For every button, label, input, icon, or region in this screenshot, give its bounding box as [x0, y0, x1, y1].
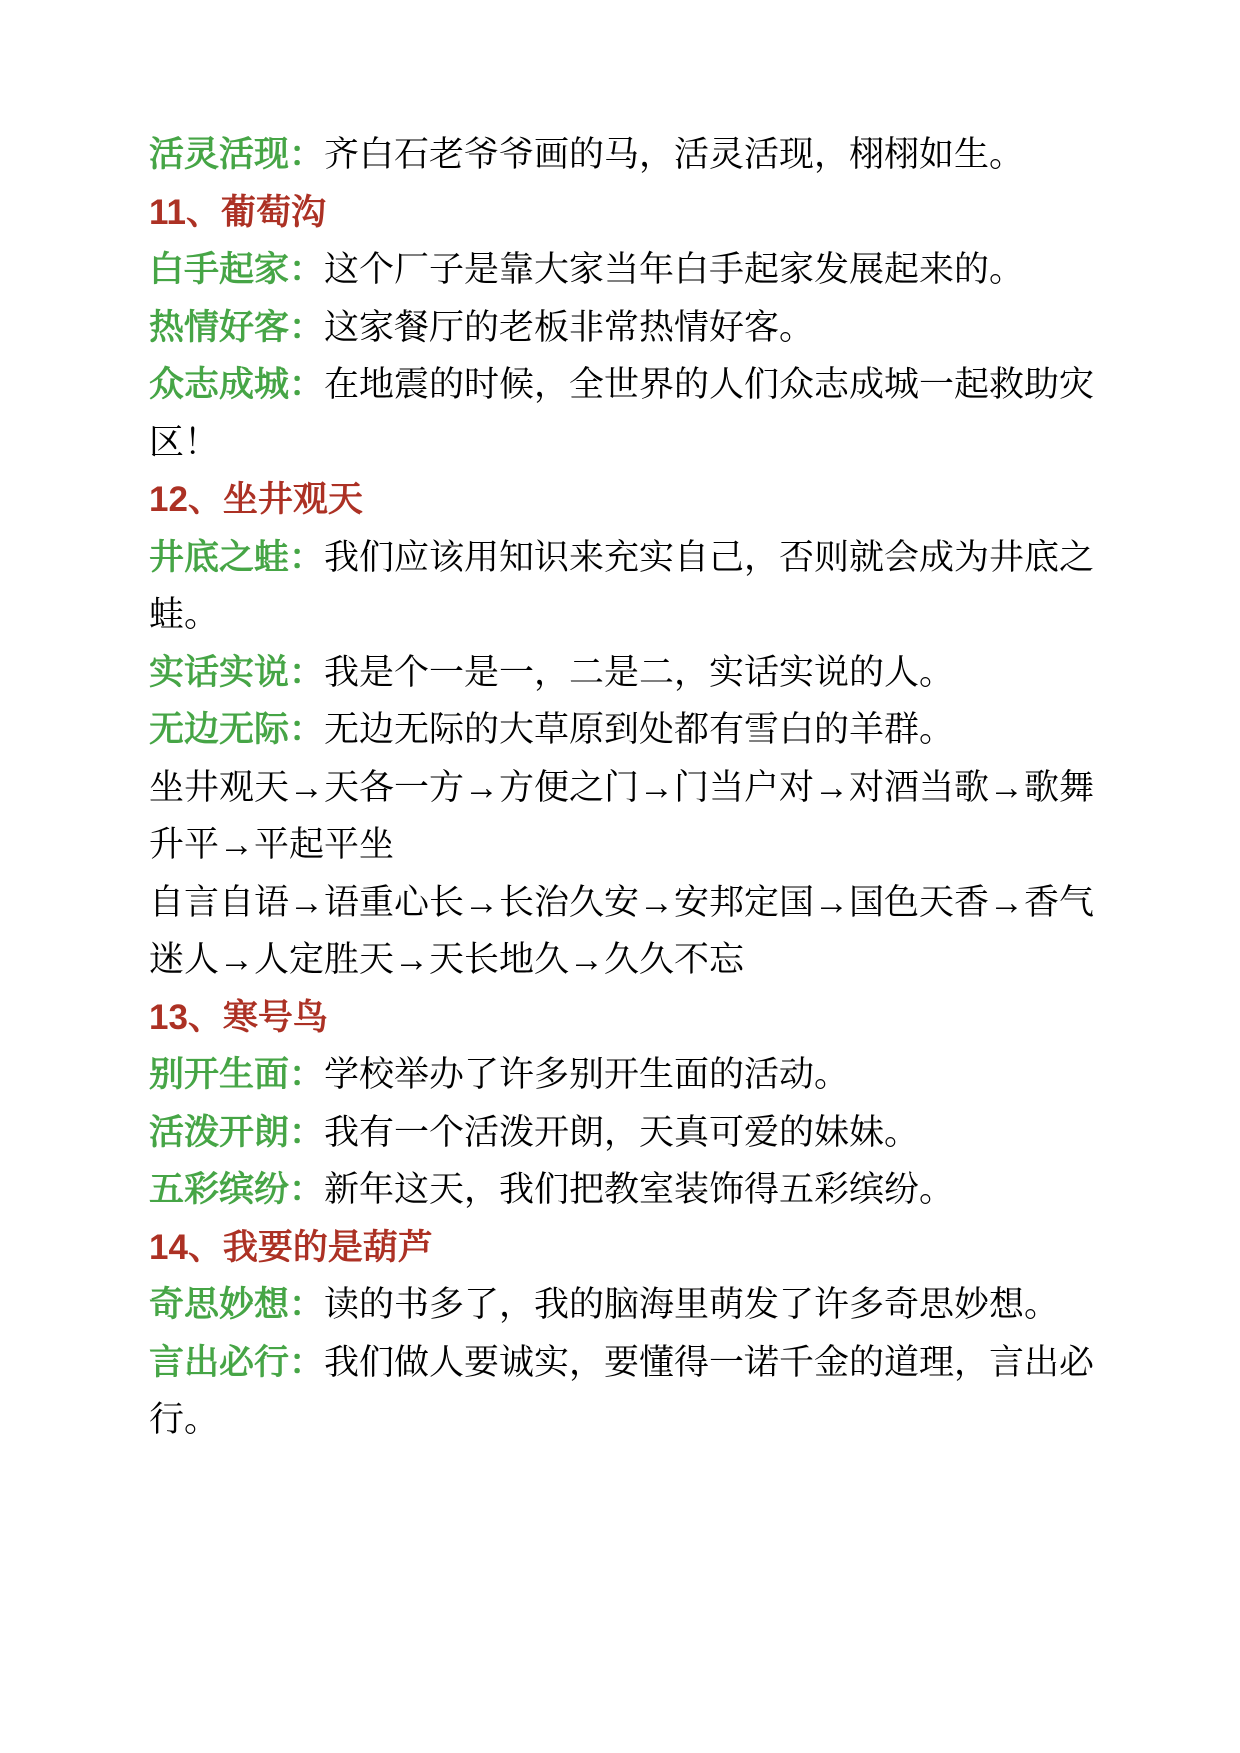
idiom-term: 井底之蛙：	[149, 537, 325, 577]
idiom-term: 活泼开朗：	[149, 1112, 325, 1152]
idiom-term: 白手起家：	[149, 250, 325, 289]
idiom-entry	[149, 1334, 1099, 1449]
idiom-entry	[149, 529, 1099, 644]
example-sentence: 读的书多了，我的脑海里萌发了许多奇思妙想。	[324, 1285, 1060, 1324]
idiom-entry	[149, 1161, 1099, 1219]
idiom-term: 别开生面：	[149, 1055, 325, 1094]
idiom-entry	[149, 644, 1099, 702]
idiom-term: 奇思妙想：	[149, 1285, 325, 1324]
example-sentence: 我们应该用知识来充实自己，否则就会成为井底之蛙。	[149, 537, 1095, 634]
example-sentence: 我有一个活泼开朗，天真可爱的妹妹。	[324, 1112, 920, 1152]
idiom-entry	[149, 1046, 1099, 1104]
example-sentence: 这个厂子是靠大家当年白手起家发展起来的。	[324, 250, 1025, 289]
example-sentence: 这家餐厅的老板非常热情好客。	[324, 307, 815, 347]
idiom-term: 言出必行：	[149, 1342, 325, 1382]
example-sentence: 新年这天，我们把教室装饰得五彩缤纷。	[324, 1170, 955, 1209]
idiom-term: 实话实说：	[149, 652, 325, 692]
section-heading: 12、坐井观天	[149, 480, 363, 519]
idiom-entry	[149, 356, 1099, 471]
idiom-term: 众志成城：	[149, 365, 325, 404]
section-heading: 11、葡萄沟	[149, 192, 326, 232]
idiom-term: 活灵活现：	[149, 135, 325, 174]
example-sentence: 我们做人要诚实，要懂得一诺千金的道理，言出必行。	[149, 1342, 1095, 1439]
idiom-entry	[149, 126, 1099, 184]
idiom-chain: 自言自语→语重心长→长治久安→安邦定国→国色天香→香气迷人→人定胜天→天长地久→久久不忘	[149, 882, 1095, 979]
example-sentence: 我是个一是一，二是二，实话实说的人。	[324, 652, 955, 692]
example-sentence: 齐白石老爷爷画的马，活灵活现，栩栩如生。	[324, 135, 1025, 174]
idiom-entry	[149, 1104, 1099, 1162]
idiom-term: 五彩缤纷：	[149, 1170, 325, 1209]
idiom-term: 无边无际：	[149, 710, 325, 749]
idiom-entry	[149, 241, 1099, 299]
idiom-term: 热情好客：	[149, 307, 325, 347]
idiom-entry	[149, 701, 1099, 759]
document-content	[149, 126, 1099, 1449]
example-sentence: 学校举办了许多别开生面的活动。	[324, 1055, 850, 1094]
idiom-entry	[149, 299, 1099, 357]
section-heading: 14、我要的是葫芦	[149, 1227, 433, 1267]
section-heading: 13、寒号鸟	[149, 997, 328, 1037]
example-sentence: 无边无际的大草原到处都有雪白的羊群。	[324, 710, 955, 749]
example-sentence: 在地震的时候，全世界的人们众志成城一起救助灾区！	[149, 365, 1095, 462]
idiom-chain: 坐井观天→天各一方→方便之门→门当户对→对酒当歌→歌舞升平→平起平坐	[149, 767, 1095, 864]
idiom-entry	[149, 1276, 1099, 1334]
